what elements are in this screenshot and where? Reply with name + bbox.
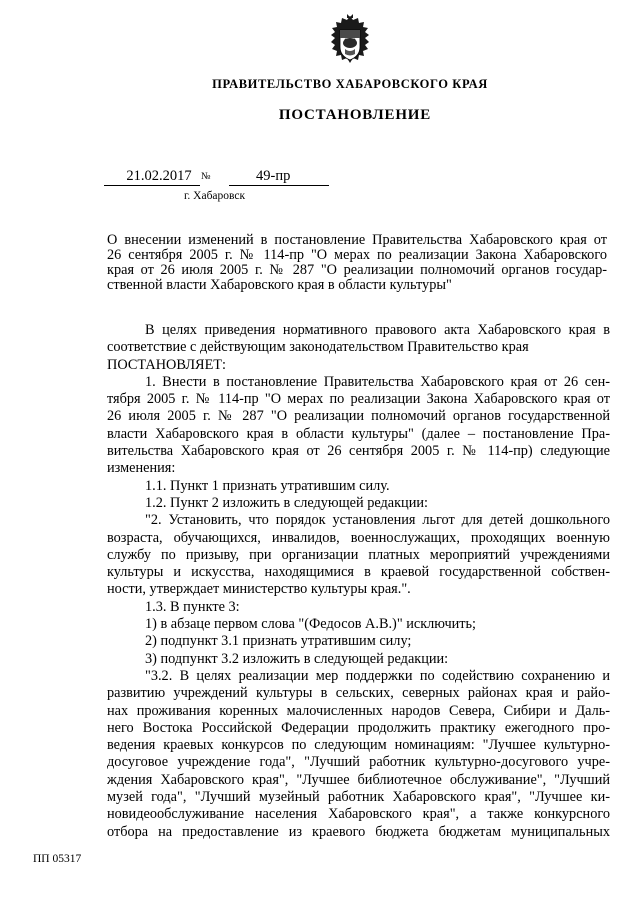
subject-line: ственной власти Хабаровского края в области культуры" bbox=[107, 277, 452, 293]
city-label: г. Хабаровск bbox=[184, 190, 246, 202]
body-line: ведения краевых конкурсов по следующим номинациям: "Лучшее культурно- bbox=[107, 737, 610, 754]
khabarovsk-krai-coat-of-arms-icon bbox=[325, 14, 375, 70]
subject-line: О внесении изменений в постановление Правительства Хабаровского края от bbox=[107, 232, 607, 248]
body-line: него Востока Российской Федерации продолжить практику ежегодного про- bbox=[107, 719, 610, 736]
body-line: 1.1. Пункт 1 признать утратившим силу. bbox=[145, 477, 390, 494]
body-line: досуговое учреждение года", "Лучший работник культурно-досугового учре- bbox=[107, 754, 610, 771]
government-title: ПРАВИТЕЛЬСТВО ХАБАРОВСКОГО КРАЯ bbox=[212, 77, 488, 91]
body-line: развитию учреждений культуры в сельских, северных районах края и райо- bbox=[107, 685, 610, 702]
body-line: 26 июля 2005 г. № 287 "О реализации полномочий органов государственной bbox=[107, 408, 610, 425]
body-line: новидеообслуживание населения Хабаровского края", а также конкурсного bbox=[107, 806, 610, 823]
body-line: 2) подпункт 3.1 признать утратившим силу; bbox=[145, 633, 412, 650]
body-line: 1.3. В пункте 3: bbox=[145, 598, 240, 615]
body-line: 3) подпункт 3.2 изложить в следующей редакции: bbox=[145, 650, 449, 667]
body-line: 1. Внести в постановление Правительства Хабаровского края от 26 сен- bbox=[145, 373, 610, 390]
body-line: власти Хабаровского края в области культуры" (далее – постановление Пра- bbox=[107, 425, 610, 442]
body-line: вительства Хабаровского края от 26 сентября 2005 г. № 114-пр) следующие bbox=[107, 443, 610, 460]
body-line: соответствие с действующим законодательством Правительство края bbox=[107, 339, 529, 356]
number-sign: № bbox=[201, 171, 211, 182]
document-body bbox=[107, 322, 610, 841]
body-line: "2. Установить, что порядок установления льгот для детей дошкольного bbox=[145, 512, 610, 529]
body-line: культуры и искусства, находящимися в краевой государственной собствен- bbox=[107, 564, 610, 581]
document-type-heading: ПОСТАНОВЛЕНИЕ bbox=[278, 107, 432, 123]
document-subject bbox=[107, 233, 607, 293]
body-line: отбора на предоставление из краевого бюджета бюджетам муниципальных bbox=[107, 823, 610, 840]
subject-line: 26 сентября 2005 г. № 114-пр "О мерах по реализации Закона Хабаровского bbox=[107, 247, 607, 263]
body-line: тября 2005 г. № 114-пр "О мерах по реализации Закона Хабаровского края от bbox=[107, 391, 610, 408]
document-number: 49-пр bbox=[229, 168, 329, 186]
body-line: музей года", "Лучший музейный работник Хабаровского края", "Лучшее ки- bbox=[107, 789, 610, 806]
body-line: изменения: bbox=[107, 460, 176, 477]
body-line: 1.2. Пункт 2 изложить в следующей редакции: bbox=[145, 494, 428, 511]
body-line: возраста, обучающихся, инвалидов, военнослужащих, проходящих военную bbox=[107, 529, 610, 546]
body-line: "3.2. В целях реализации мер поддержки по содействию сохранению и bbox=[145, 667, 610, 684]
subject-line: края от 26 июля 2005 г. № 287 "О реализации полномочий органов государ- bbox=[107, 262, 607, 278]
body-line: В целях приведения нормативного правового акта Хабаровского края в bbox=[145, 322, 610, 338]
body-line: ПОСТАНОВЛЯЕТ: bbox=[107, 356, 227, 373]
body-line: нах проживания коренных малочисленных народов Севера, Сибири и Даль- bbox=[107, 702, 610, 719]
document-code: ПП 05317 bbox=[33, 853, 82, 865]
body-line: ности, утверждает министерство культуры края.". bbox=[107, 581, 411, 598]
document-date: 21.02.2017 bbox=[104, 168, 200, 186]
body-line: ждения Хабаровского края", "Лучшее библиотечное обслуживание", "Лучший bbox=[107, 771, 610, 788]
body-line: службу по призыву, при организации платных мероприятий учреждениями bbox=[107, 546, 610, 563]
body-line: 1) в абзаце первом слова "(Федосов А.В.)" исключить; bbox=[145, 616, 477, 633]
